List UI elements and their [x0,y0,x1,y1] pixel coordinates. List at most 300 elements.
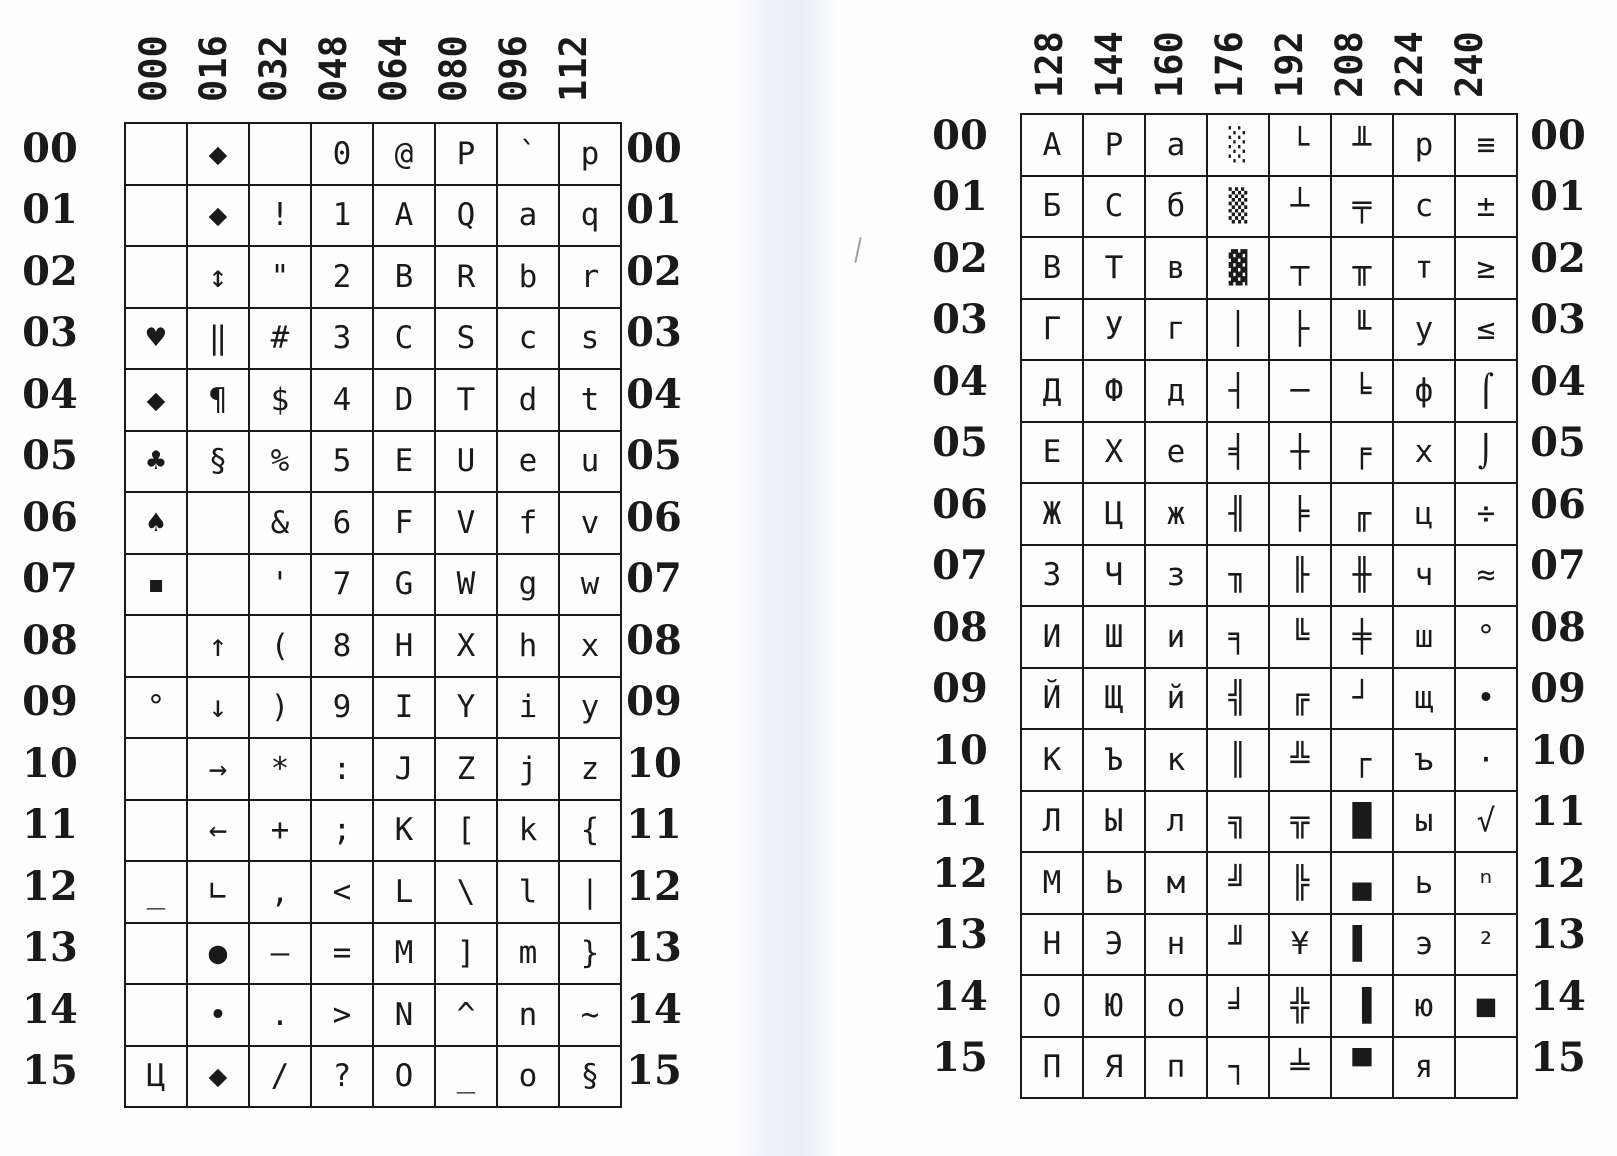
glyph-cell: ы [1393,791,1455,853]
glyph-cell: ~ [559,984,621,1046]
row-label-right: 04 [1530,357,1586,405]
glyph-cell: U [435,431,497,493]
glyph-cell: ч [1393,545,1455,607]
glyph-cell: ╪ [1331,606,1393,668]
column-header: 176 [1208,31,1251,98]
glyph-cell: • [1455,668,1517,730]
glyph-cell: с [1393,176,1455,238]
glyph-cell: · [1455,729,1517,791]
glyph-cell: ! [249,185,311,247]
glyph-cell: – [249,923,311,985]
glyph-cell: r [559,246,621,308]
glyph-cell: ┤ [1207,360,1269,422]
glyph-cell: ╧ [1269,1037,1331,1099]
glyph-cell: Ц [1083,483,1145,545]
glyph-cell: g [497,554,559,616]
glyph-cell: ю [1393,975,1455,1037]
glyph-cell: , [249,861,311,923]
glyph-cell: u [559,431,621,493]
glyph-cell: ╨ [1331,114,1393,176]
table-row [1021,483,1517,545]
glyph-cell: ┘ [1331,668,1393,730]
table-row [1021,114,1517,176]
row-label-left: 12 [22,862,78,910]
glyph-cell: ▐ [1331,975,1393,1037]
glyph-cell: И [1021,606,1083,668]
glyph-cell: ↑ [187,615,249,677]
glyph-cell: ≡ [1455,114,1517,176]
row-label-right: 01 [1530,173,1586,221]
glyph-cell: N [373,984,435,1046]
row-label-right: 07 [1530,542,1586,590]
glyph-cell: ; [311,800,373,862]
glyph-cell: P [435,123,497,185]
glyph-cell: ь [1393,852,1455,914]
glyph-cell: Р [1083,114,1145,176]
glyph-cell: А [1021,114,1083,176]
row-label-left: 01 [932,173,988,221]
glyph-cell: э [1393,914,1455,976]
glyph-cell: ░ [1207,114,1269,176]
row-label-left: 03 [22,309,78,357]
glyph-cell [125,123,187,185]
glyph-cell: R [435,246,497,308]
column-header: 128 [1028,31,1071,98]
glyph-cell: 6 [311,492,373,554]
table-row [125,923,621,985]
glyph-cell: ◆ [187,185,249,247]
row-label-left: 08 [932,603,988,651]
glyph-cell: а [1145,114,1207,176]
glyph-cell: 3 [311,308,373,370]
row-label-left: 07 [22,555,78,603]
glyph-cell: ┌ [1331,729,1393,791]
scan-mark [854,237,861,263]
row-label-right: 08 [626,616,682,664]
table-row [125,308,621,370]
glyph-cell: ╣ [1207,668,1269,730]
glyph-cell: Q [435,185,497,247]
glyph-cell [125,923,187,985]
glyph-cell [125,185,187,247]
glyph-cell: Ж [1021,483,1083,545]
glyph-cell: о [1145,975,1207,1037]
row-label-left: 06 [932,480,988,528]
glyph-cell: ф [1393,360,1455,422]
column-header: 192 [1268,31,1311,98]
glyph-cell: └ [1269,114,1331,176]
row-label-right: 03 [1530,296,1586,344]
row-label-left: 04 [932,357,988,405]
glyph-cell: 5 [311,431,373,493]
glyph-cell: k [497,800,559,862]
glyph-cell: | [559,861,621,923]
glyph-cell [125,615,187,677]
glyph-cell: ╡ [1207,422,1269,484]
glyph-cell: ♣ [125,431,187,493]
glyph-cell: ║ [1207,729,1269,791]
glyph-cell [187,492,249,554]
row-label-right: 03 [626,309,682,357]
glyph-cell: ▌ [1331,914,1393,976]
table-row [1021,975,1517,1037]
glyph-cell: a [497,185,559,247]
glyph-cell: x [559,615,621,677]
glyph-cell: ╘ [1331,360,1393,422]
glyph-cell: ▪ [125,554,187,616]
table-row [1021,176,1517,238]
row-label-right: 13 [626,924,682,972]
glyph-cell: q [559,185,621,247]
glyph-cell: ² [1455,914,1517,976]
column-header: 096 [492,35,535,102]
glyph-cell: ╒ [1331,422,1393,484]
glyph-cell: Е [1021,422,1083,484]
glyph-cell: Х [1083,422,1145,484]
glyph-cell: ` [497,123,559,185]
glyph-cell: + [249,800,311,862]
table-row [125,738,621,800]
table-row [1021,914,1517,976]
glyph-cell: Л [1021,791,1083,853]
table-row [125,800,621,862]
glyph-cell: ⌠ [1455,360,1517,422]
glyph-cell: D [373,369,435,431]
glyph-cell: { [559,800,621,862]
row-label-right: 10 [626,739,682,787]
glyph-cell: h [497,615,559,677]
table-row [125,554,621,616]
glyph-cell: S [435,308,497,370]
glyph-cell: ⌡ [1455,422,1517,484]
glyph-cell: § [187,431,249,493]
glyph-cell: Ф [1083,360,1145,422]
glyph-cell: y [559,677,621,739]
glyph-cell: Z [435,738,497,800]
glyph-cell: c [497,308,559,370]
glyph-cell: / [249,1046,311,1108]
code-grid [124,122,622,1108]
table-row [125,246,621,308]
glyph-cell: W [435,554,497,616]
glyph-cell: в [1145,237,1207,299]
glyph-cell: ╕ [1207,606,1269,668]
row-label-right: 06 [1530,480,1586,528]
row-label-right: 14 [1530,972,1586,1020]
row-label-left: 10 [22,739,78,787]
glyph-cell: Э [1083,914,1145,976]
column-header: 208 [1328,31,1371,98]
glyph-cell: = [311,923,373,985]
glyph-cell: o [497,1046,559,1108]
glyph-cell: @ [373,123,435,185]
row-label-left: 00 [22,124,78,172]
column-header: 032 [252,35,295,102]
table-row [1021,237,1517,299]
glyph-cell: ↓ [187,677,249,739]
glyph-cell: } [559,923,621,985]
glyph-cell: X [435,615,497,677]
row-label-left: 01 [22,186,78,234]
glyph-cell: 1 [311,185,373,247]
glyph-cell: Y [435,677,497,739]
glyph-cell: ╓ [1331,483,1393,545]
glyph-cell: z [559,738,621,800]
column-header: 240 [1448,31,1491,98]
glyph-cell: ) [249,677,311,739]
glyph-cell: █ [1331,791,1393,853]
glyph-cell: ▓ [1207,237,1269,299]
row-label-right: 09 [626,678,682,726]
glyph-cell: T [435,369,497,431]
glyph-cell: $ [249,369,311,431]
glyph-cell: ∟ [187,861,249,923]
glyph-cell: ╫ [1331,545,1393,607]
glyph-cell: [ [435,800,497,862]
glyph-cell: J [373,738,435,800]
glyph-cell: ← [187,800,249,862]
glyph-cell: ≤ [1455,299,1517,361]
row-label-left: 02 [22,247,78,295]
column-header: 080 [432,35,475,102]
glyph-cell: у [1393,299,1455,361]
glyph-cell: ┐ [1207,1037,1269,1099]
row-label-right: 14 [626,985,682,1033]
glyph-cell: # [249,308,311,370]
glyph-cell: ╦ [1269,791,1331,853]
table-row [1021,360,1517,422]
glyph-cell: . [249,984,311,1046]
row-label-left: 13 [932,911,988,959]
glyph-cell: Ч [1083,545,1145,607]
glyph-cell: ● [187,923,249,985]
glyph-cell: B [373,246,435,308]
glyph-cell: Й [1021,668,1083,730]
row-label-left: 09 [22,678,78,726]
row-label-right: 00 [626,124,682,172]
table-row [1021,545,1517,607]
glyph-cell: % [249,431,311,493]
glyph-cell: к [1145,729,1207,791]
column-header: 016 [192,35,235,102]
glyph-cell [125,800,187,862]
glyph-cell: л [1145,791,1207,853]
glyph-cell: ╜ [1207,914,1269,976]
glyph-cell: ╚ [1269,606,1331,668]
row-label-left: 11 [22,801,78,849]
row-label-left: 15 [932,1034,988,1082]
glyph-cell: я [1393,1037,1455,1099]
glyph-cell: > [311,984,373,1046]
row-label-left: 05 [22,432,78,480]
row-label-right: 07 [626,555,682,603]
glyph-cell: < [311,861,373,923]
row-label-right: 13 [1530,911,1586,959]
glyph-cell: Д [1021,360,1083,422]
glyph-cell: H [373,615,435,677]
glyph-cell: t [559,369,621,431]
glyph-cell: Ь [1083,852,1145,914]
row-label-right: 11 [626,801,682,849]
glyph-cell: ▄ [1331,852,1393,914]
table-row [125,677,621,739]
glyph-cell: ≥ [1455,237,1517,299]
row-label-right: 06 [626,493,682,541]
glyph-cell: р [1393,114,1455,176]
glyph-cell: 0 [311,123,373,185]
glyph-cell: й [1145,668,1207,730]
row-label-right: 01 [626,186,682,234]
row-label-right: 15 [1530,1034,1586,1082]
glyph-cell: ◆ [187,1046,249,1108]
glyph-cell: ° [1455,606,1517,668]
glyph-cell: e [497,431,559,493]
glyph-cell [187,554,249,616]
glyph-cell: _ [125,861,187,923]
glyph-cell: ж [1145,483,1207,545]
glyph-cell: ╖ [1207,545,1269,607]
row-label-right: 04 [626,370,682,418]
glyph-cell: Ш [1083,606,1145,668]
row-label-left: 13 [22,924,78,972]
glyph-cell: б [1145,176,1207,238]
glyph-cell: j [497,738,559,800]
glyph-cell: ¶ [187,369,249,431]
glyph-cell: ─ [1269,360,1331,422]
glyph-cell: 2 [311,246,373,308]
glyph-cell: ] [435,923,497,985]
row-label-right: 02 [1530,234,1586,282]
glyph-cell: ╠ [1269,852,1331,914]
table-row [125,984,621,1046]
glyph-cell: Н [1021,914,1083,976]
glyph-cell: ├ [1269,299,1331,361]
glyph-cell: V [435,492,497,554]
glyph-cell: ╬ [1269,975,1331,1037]
glyph-cell: F [373,492,435,554]
glyph-cell: ° [125,677,187,739]
glyph-cell: г [1145,299,1207,361]
row-label-left: 07 [932,542,988,590]
table-row [125,1046,621,1108]
column-header: 048 [312,35,355,102]
glyph-cell: M [373,923,435,985]
glyph-cell: К [1021,729,1083,791]
row-label-left: 15 [22,1047,78,1095]
table-row [1021,668,1517,730]
glyph-cell: М [1021,852,1083,914]
glyph-cell: C [373,308,435,370]
glyph-cell: ▒ [1207,176,1269,238]
glyph-cell: b [497,246,559,308]
table-row [1021,1037,1517,1099]
row-label-right: 10 [1530,726,1586,774]
glyph-cell: & [249,492,311,554]
glyph-cell: ♠ [125,492,187,554]
glyph-cell: ? [311,1046,373,1108]
row-label-left: 14 [932,972,988,1020]
glyph-cell [125,738,187,800]
glyph-cell: ╗ [1207,791,1269,853]
glyph-cell: l [497,861,559,923]
glyph-cell: м [1145,852,1207,914]
glyph-cell: ↕ [187,246,249,308]
glyph-cell: ♥ [125,308,187,370]
glyph-cell: § [559,1046,621,1108]
glyph-cell: √ [1455,791,1517,853]
glyph-cell: ⁿ [1455,852,1517,914]
glyph-cell: ┬ [1269,237,1331,299]
glyph-cell: З [1021,545,1083,607]
glyph-cell: Ц [125,1046,187,1108]
glyph-cell: ╤ [1331,176,1393,238]
glyph-cell: ^ [435,984,497,1046]
glyph-cell: ╥ [1331,237,1393,299]
table-row [125,123,621,185]
row-label-right: 05 [626,432,682,480]
row-label-left: 12 [932,849,988,897]
glyph-cell: С [1083,176,1145,238]
glyph-cell: 9 [311,677,373,739]
glyph-cell: Ы [1083,791,1145,853]
glyph-cell: 4 [311,369,373,431]
table-row [125,492,621,554]
glyph-cell: Я [1083,1037,1145,1099]
column-header: 224 [1388,31,1431,98]
glyph-cell: p [559,123,621,185]
glyph-cell: ┴ [1269,176,1331,238]
glyph-cell: н [1145,914,1207,976]
row-label-left: 02 [932,234,988,282]
glyph-cell: ш [1393,606,1455,668]
row-label-right: 12 [626,862,682,910]
row-label-left: 14 [22,985,78,1033]
glyph-cell: ≈ [1455,545,1517,607]
glyph-cell: П [1021,1037,1083,1099]
row-label-left: 10 [932,726,988,774]
glyph-cell [125,984,187,1046]
glyph-cell [249,123,311,185]
row-label-left: 08 [22,616,78,664]
glyph-cell: У [1083,299,1145,361]
glyph-cell: │ [1207,299,1269,361]
glyph-cell: ┼ [1269,422,1331,484]
glyph-cell: _ [435,1046,497,1108]
row-label-left: 11 [932,788,988,836]
column-header: 144 [1088,31,1131,98]
glyph-cell: ◆ [125,369,187,431]
glyph-cell: ▀ [1331,1037,1393,1099]
table-row [125,615,621,677]
glyph-cell: d [497,369,559,431]
row-label-right: 12 [1530,849,1586,897]
row-label-right: 05 [1530,419,1586,467]
code-grid [1020,113,1518,1099]
row-label-right: 15 [626,1047,682,1095]
glyph-cell: О [1021,975,1083,1037]
row-label-right: 02 [626,247,682,295]
glyph-cell: В [1021,237,1083,299]
glyph-cell: ' [249,554,311,616]
glyph-cell: д [1145,360,1207,422]
glyph-cell: ¥ [1269,914,1331,976]
table-row [125,861,621,923]
glyph-cell: w [559,554,621,616]
glyph-cell: f [497,492,559,554]
glyph-cell: Ъ [1083,729,1145,791]
row-label-right: 00 [1530,111,1586,159]
table-row [1021,606,1517,668]
